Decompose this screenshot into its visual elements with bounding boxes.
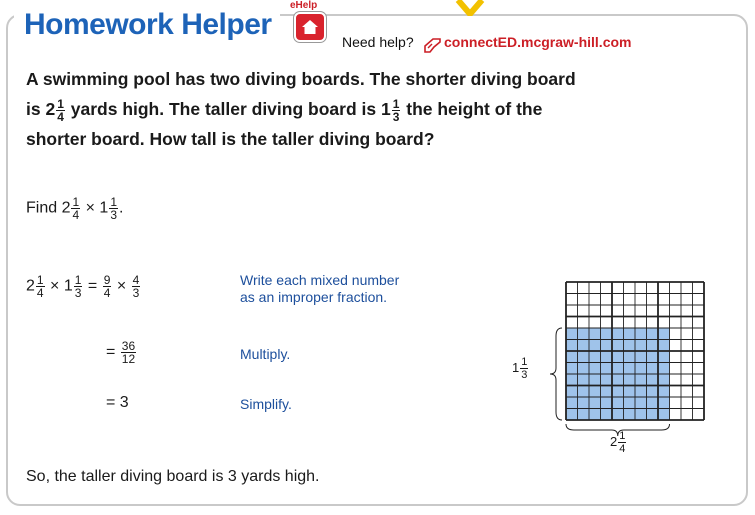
find-expression: Find 2 $\frac{1}{4}$ × 1 $\frac{1}{3}$ . — [26, 195, 124, 222]
problem-text — [26, 64, 626, 154]
step-2-note: Multiply. — [240, 346, 291, 362]
step-2-expression: = $\frac{36}{12}$ — [106, 339, 136, 366]
need-help-text: Need help? — [342, 34, 418, 50]
problem-line-1: A swimming pool has two diving boards. The shorter diving board — [26, 69, 576, 89]
page-title: Homework Helper — [14, 8, 280, 42]
house-icon — [296, 14, 324, 40]
width-label: 2 $\frac{1}{4}$ — [610, 430, 626, 455]
fraction: $\frac{1}{3}$ — [392, 96, 400, 124]
decorative-swoosh — [430, 0, 510, 16]
height-label: 1 $\frac{1}{3}$ — [512, 356, 528, 381]
step-1-note: Write each mixed number as an improper fraction. — [240, 272, 400, 305]
pointer-hand-icon — [423, 36, 443, 54]
area-model — [512, 278, 740, 468]
fraction: $\frac{1}{4}$ — [57, 96, 64, 124]
height-brace — [550, 328, 562, 420]
area-model-grid — [520, 278, 740, 468]
conclusion-text: So, the taller diving board is 3 yards high. — [26, 468, 320, 485]
problem-line-2: is 2 $\frac{1}{4}$ yards high. The taller diving board is 1 $\frac{1}{3}$ the height of the — [26, 96, 543, 124]
step-3-expression: = 3 — [106, 394, 129, 411]
step-3-note: Simplify. — [240, 396, 292, 412]
connected-link[interactable]: connectED.mcgraw-hill.com — [444, 34, 632, 50]
step-1-expression: 2 $\frac{1}{4}$ × 1 $\frac{1}{3}$ = $\frac{9}{4}$ × $\frac{4}{3}$ — [26, 273, 140, 300]
ehelp-label: eHelp — [290, 0, 318, 11]
problem-line-3: shorter board. How tall is the taller diving board? — [26, 129, 435, 149]
ehelp-button[interactable] — [288, 0, 332, 44]
